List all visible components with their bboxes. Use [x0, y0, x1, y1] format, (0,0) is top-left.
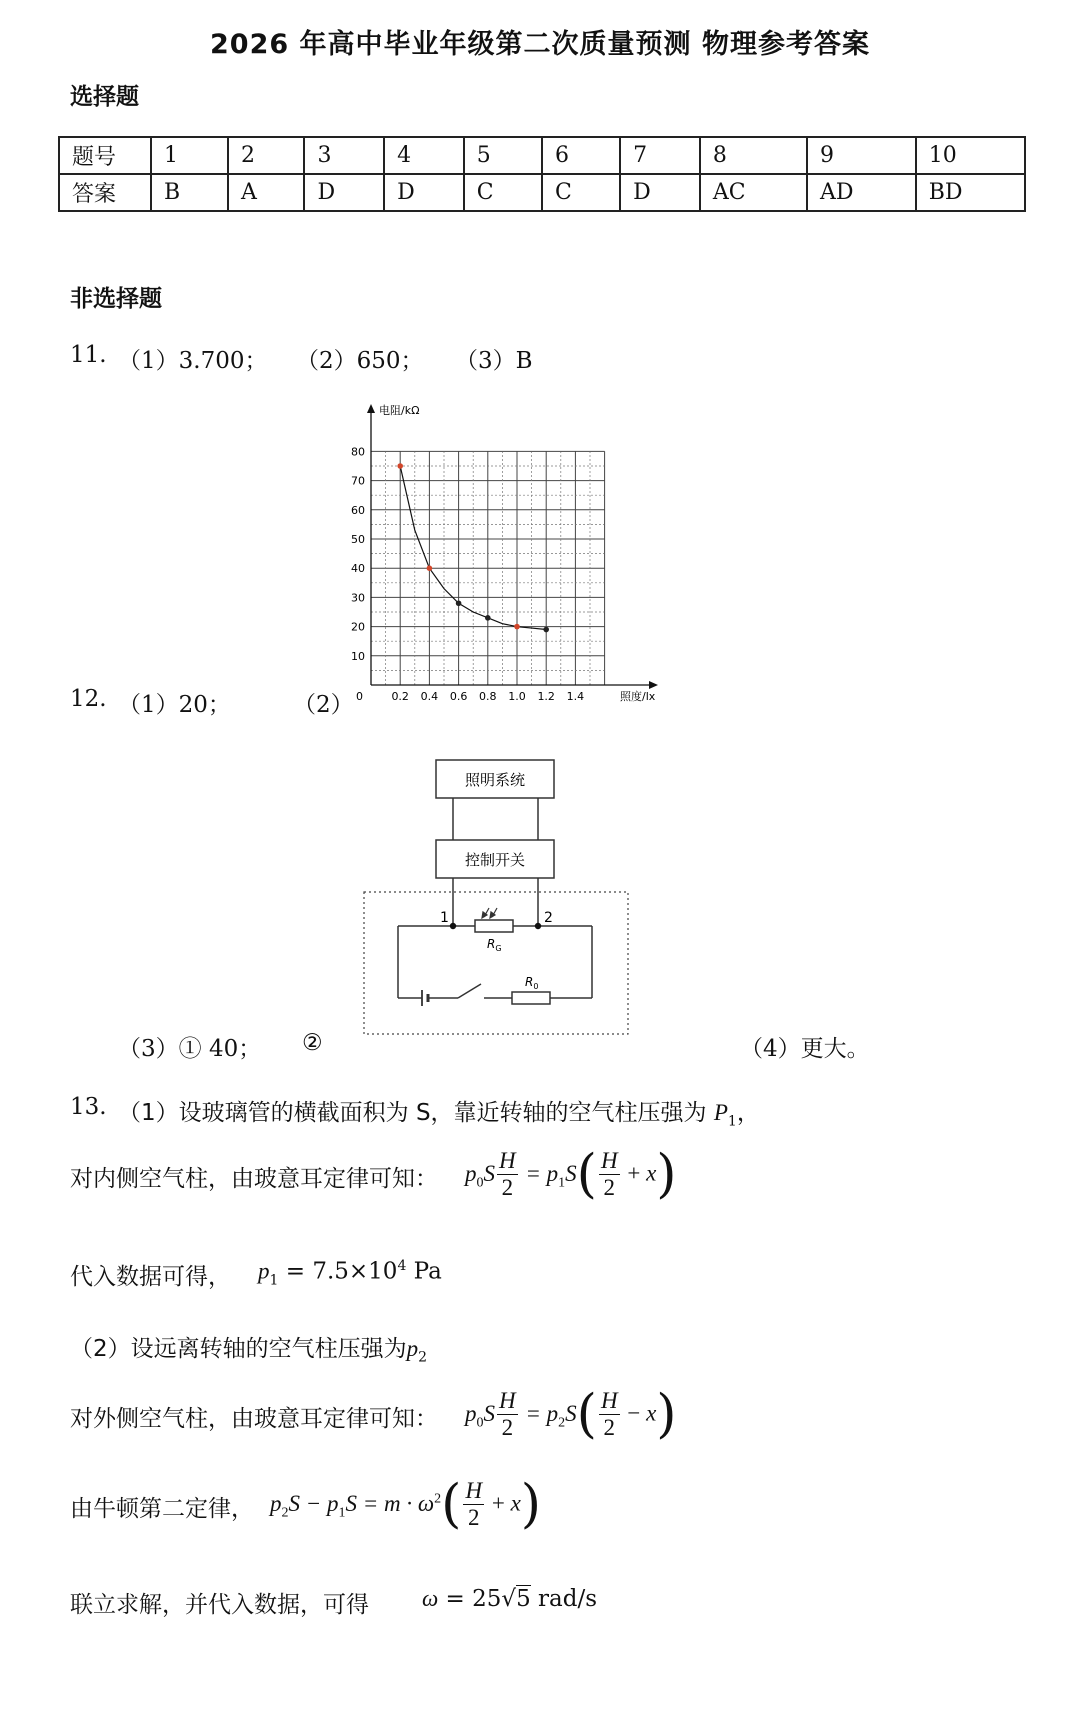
- data-point: [397, 463, 403, 469]
- y-tick-label: 70: [351, 474, 365, 488]
- table-row-numbers: [59, 137, 1025, 174]
- y-tick-label: 50: [351, 533, 365, 546]
- q12-part4: （4）更大。: [740, 1036, 870, 1062]
- table-cell: B: [151, 174, 228, 211]
- y-axis-arrow-icon: [367, 404, 375, 413]
- switch-icon: [458, 984, 481, 998]
- node-2-dot: [535, 923, 541, 929]
- q13-eq1-text: 对内侧空气柱，由玻意耳定律可知：: [70, 1166, 438, 1192]
- q13-part2: （2）设远离转轴的空气柱压强为$p_2$: [70, 1336, 428, 1366]
- data-point: [456, 600, 462, 606]
- data-point: [543, 627, 549, 633]
- table-cell: 1: [151, 137, 228, 174]
- table-cell: BD: [916, 174, 1025, 211]
- photoresistor-icon: [475, 920, 513, 932]
- data-point: [427, 565, 433, 571]
- answer-table: [58, 136, 1026, 212]
- q12-part3-item1: （3）① 40；: [118, 1036, 262, 1062]
- node-2-label: 2: [544, 910, 553, 926]
- y-tick-label: 20: [351, 620, 365, 634]
- r0-label: $R_0$: [525, 975, 539, 991]
- lighting-system-label: 照明系统: [464, 771, 526, 789]
- dashed-enclosure: [364, 892, 628, 1034]
- y-tick-label: 40: [351, 562, 365, 576]
- table-cell: 2: [228, 137, 304, 174]
- q11-part2: （2）650；: [296, 348, 424, 374]
- q13-eq4-formula: $p_2S - p_1S = m \cdot \omega^2$( $\frac{H}{2}$ + x): [270, 1474, 542, 1535]
- graph-y-tick-labels: [351, 445, 365, 662]
- x-tick-label: 0.6: [449, 690, 468, 703]
- table-cell: 5: [464, 137, 542, 174]
- x-tick-label: 1.0: [508, 690, 526, 703]
- control-switch-label: 控制开关: [464, 851, 526, 869]
- y-tick-label: 30: [351, 591, 365, 605]
- node-1-label: 1: [440, 910, 449, 926]
- table-cell: C: [542, 174, 620, 211]
- data-point: [485, 615, 491, 621]
- data-point: [514, 624, 520, 630]
- table-cell: 7: [620, 137, 700, 174]
- table-cell: 9: [807, 137, 916, 174]
- y-tick-label: 10: [351, 649, 365, 663]
- table-cell: D: [620, 174, 700, 211]
- q13-eq5-formula: ω = 25√5 rad/s: [422, 1586, 598, 1612]
- graph-x-tick-labels: [391, 690, 584, 703]
- q13-intro: （1）设玻璃管的横截面积为 S，靠近转轴的空气柱压强为 $P_1$，: [118, 1100, 760, 1130]
- section-heading-choice: 选择题: [70, 84, 139, 110]
- node-1-dot: [450, 923, 456, 929]
- table-cell: D: [304, 174, 384, 211]
- q11-part3: （3）B: [455, 348, 533, 374]
- q12-part1: （1）20；: [118, 692, 231, 718]
- x-axis-arrow-icon: [649, 681, 658, 689]
- light-arrows-icon: [482, 908, 497, 918]
- table-cell: C: [464, 174, 542, 211]
- q13-number: 13.: [70, 1094, 107, 1120]
- q11-part1: （1）3.700；: [118, 348, 268, 374]
- table-row-answers: [59, 174, 1025, 211]
- x-tick-label: 1.4: [566, 690, 585, 703]
- q12-part3-item2: ②: [302, 1030, 323, 1056]
- table-cell: AC: [700, 174, 807, 211]
- table-row-label: 答案: [59, 174, 151, 211]
- section-heading-non-choice: 非选择题: [70, 286, 162, 312]
- y-tick-label: 60: [351, 503, 365, 517]
- table-cell: D: [384, 174, 464, 211]
- q12-part2: （2）: [293, 692, 354, 718]
- q13-eq3-text: 对外侧空气柱，由玻意耳定律可知：: [70, 1406, 438, 1432]
- x-tick-label: 0.8: [479, 690, 497, 703]
- x-tick-label: 0.4: [420, 690, 439, 703]
- y-tick-label: 80: [351, 445, 365, 459]
- table-cell: AD: [807, 174, 916, 211]
- q13-eq5-text: 联立求解，并代入数据，可得: [70, 1592, 369, 1618]
- table-cell: 3: [304, 137, 384, 174]
- table-row-label: 题号: [59, 137, 151, 174]
- q13-eq2-text: 代入数据可得，: [70, 1264, 231, 1290]
- graph-grid: [371, 451, 605, 685]
- table-cell: A: [228, 174, 304, 211]
- rg-label: $R_G$: [487, 937, 502, 953]
- page-title: 2026 年高中毕业年级第二次质量预测 物理参考答案: [210, 29, 870, 60]
- table-cell: 4: [384, 137, 464, 174]
- graph-x-axis-label: 照度/lx: [620, 690, 656, 703]
- table-cell: 10: [916, 137, 1025, 174]
- q13-eq4-text: 由牛顿第二定律，: [70, 1496, 254, 1522]
- table-cell: 6: [542, 137, 620, 174]
- q11-number: 11.: [70, 342, 107, 368]
- x-tick-label: 1.2: [537, 690, 555, 703]
- q13-eq1-formula: $p_0S$ $\frac{H}{2}$ = $p_1S$( $\frac{H}{2}$ + x): [465, 1144, 677, 1205]
- circuit-diagram: [360, 758, 635, 1038]
- q13-eq2-formula: $p_1 = 7.5\times 10^4$ Pa: [258, 1258, 442, 1289]
- table-cell: 8: [700, 137, 807, 174]
- q13-eq3-formula: $p_0S$ $\frac{H}{2}$ = $p_2S$( $\frac{H}{2}$ − x): [465, 1384, 677, 1445]
- resistance-illuminance-graph: [340, 398, 680, 713]
- graph-origin-label: 0: [356, 690, 363, 703]
- q12-number: 12.: [70, 686, 107, 712]
- x-tick-label: 0.2: [391, 690, 409, 703]
- resistor-r0-icon: [512, 992, 550, 1004]
- graph-y-axis-label: 电阻/kΩ: [379, 404, 420, 417]
